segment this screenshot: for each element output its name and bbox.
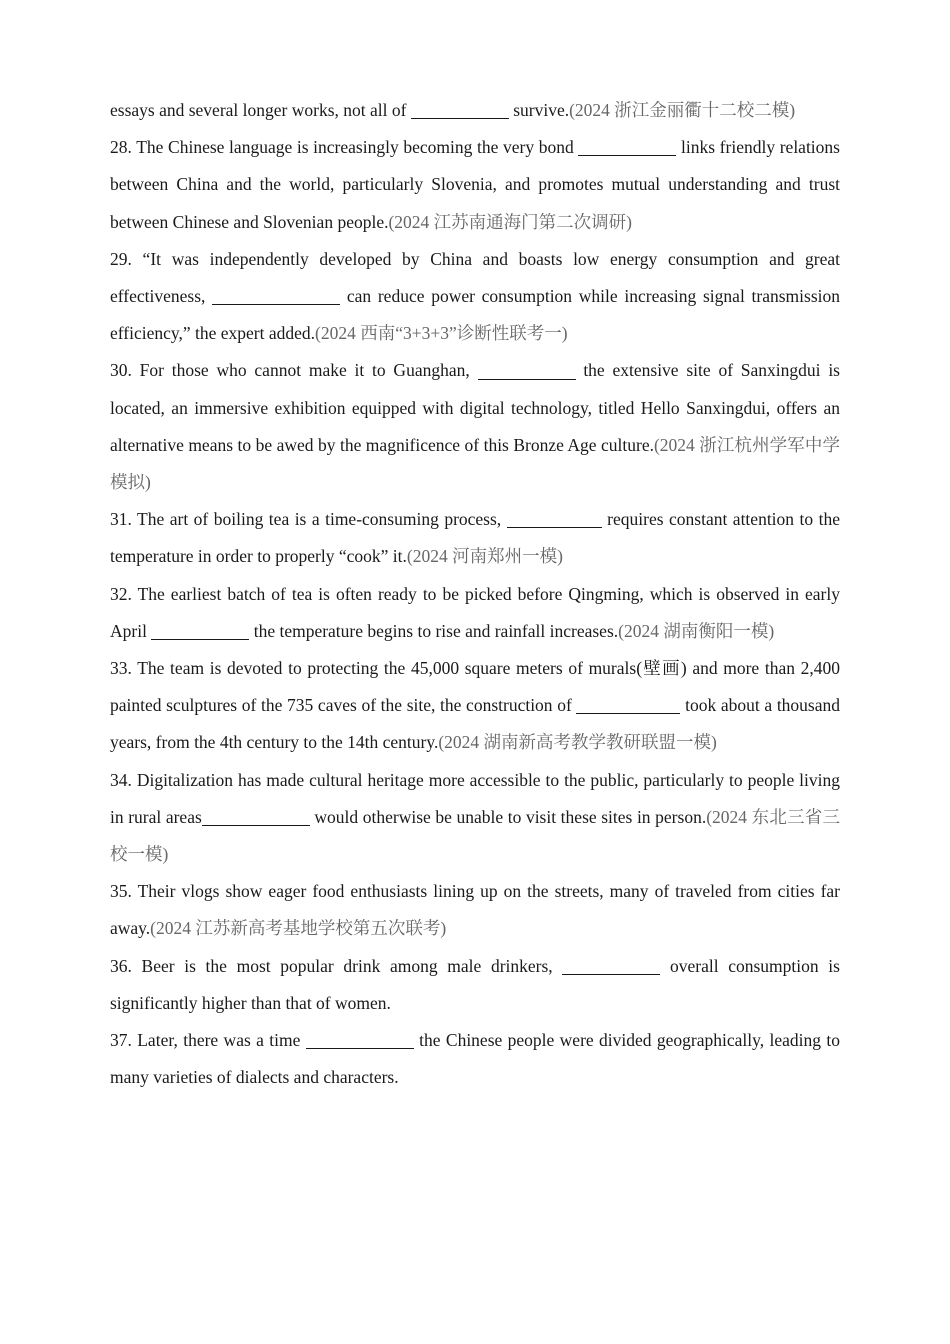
question-number: 34. [110,769,132,790]
question-number: 36. [110,955,132,976]
question-number: 32. [110,583,132,604]
question-number: 29. [110,248,132,269]
question-36: 36. Beer is the most popular drink among male drinkers, overall consumption is significantly higher than that of women. [110,955,840,1013]
question-34: 34. Digitalization has made cultural heritage more accessible to the public, particularly to people living in rural areas would otherwise be unable to visit these sites in person.(2024 东北三省三校一模) [110,769,841,865]
question-source: (2024 湖南新高考教学教研联盟一模) [438,732,717,753]
question-27-continued: essays and several longer works, not all of survive.(2024 浙江金丽衢十二校二模) [110,100,796,120]
question-30: 30. For those who cannot make it to Guanghan, the extensive site of Sanxingdui is located, an immersive exhibition equipped with digital technology, titled Hello Sanxingdui, offers an alternative means to be awed by the magnificence of this Bronze Age culture.(2024 浙江杭州学军中学模拟) [110,360,840,493]
question-28: 28. The Chinese language is increasingly becoming the very bond links friendly relations between China and the world, particularly Slovenia, and promotes mutual understanding and trust between Chinese and Slovenian people.(2024 江苏南通海门第二次调研) [110,137,840,232]
question-source: (2024 东北三省三校一模) [110,806,841,865]
answer-blank[interactable] [507,510,602,529]
question-list [110,92,840,1096]
answer-blank[interactable] [202,808,310,827]
question-source: (2024 浙江金丽衢十二校二模) [569,100,796,120]
answer-blank[interactable] [151,621,249,640]
question-number: 37. [110,1030,132,1051]
question-source: (2024 浙江杭州学军中学模拟) [110,434,840,493]
question-number: 31. [110,509,132,530]
answer-blank[interactable] [212,287,340,306]
question-number: 33. [110,658,132,679]
answer-blank[interactable] [306,1031,414,1050]
question-number: 35. [110,881,132,902]
question-31: 31. The art of boiling tea is a time-consuming process, requires constant attention to the temperature in order to properly “cook” it.(2024 河南郑州一模) [110,509,840,567]
question-35: 35. Their vlogs show eager food enthusiasts lining up on the streets, many of traveled from cities far away.(2024 江苏新高考基地学校第五次联考) [110,881,840,939]
answer-blank[interactable] [411,101,509,120]
question-37: 37. Later, there was a time the Chinese people were divided geographically, leading to many varieties of dialects and characters. [110,1030,840,1088]
question-source: (2024 湖南衡阳一模) [618,620,775,641]
question-source: (2024 河南郑州一模) [406,546,563,567]
question-29: 29. “It was independently developed by China and boasts low energy consumption and great effectiveness, can reduce power consumption while increasing signal transmission efficiency,” the expert added.(2024 西南“3+3+3”诊断性联考一) [110,248,840,344]
answer-blank[interactable] [562,956,660,975]
answer-blank[interactable] [478,361,576,380]
question-32: 32. The earliest batch of tea is often ready to be picked before Qingming, which is observed in early April the temperature begins to rise and rainfall increases.(2024 湖南衡阳一模) [110,583,840,641]
question-33: 33. The team is devoted to protecting the 45,000 square meters of murals(壁画) and more than 2,400 painted sculptures of the 735 caves of the site, the construction of took about a thousand years, from the 4th century to the 14th century.(2024 湖南新高考教学教研联盟一模) [110,658,841,753]
question-source: (2024 江苏南通海门第二次调研) [388,211,632,232]
answer-blank[interactable] [576,696,680,715]
question-source: (2024 江苏新高考基地学校第五次联考) [150,918,447,939]
question-number: 28. [110,137,132,158]
answer-blank[interactable] [578,138,676,157]
question-number: 30. [110,360,132,381]
question-source: (2024 西南“3+3+3”诊断性联考一) [315,323,568,344]
